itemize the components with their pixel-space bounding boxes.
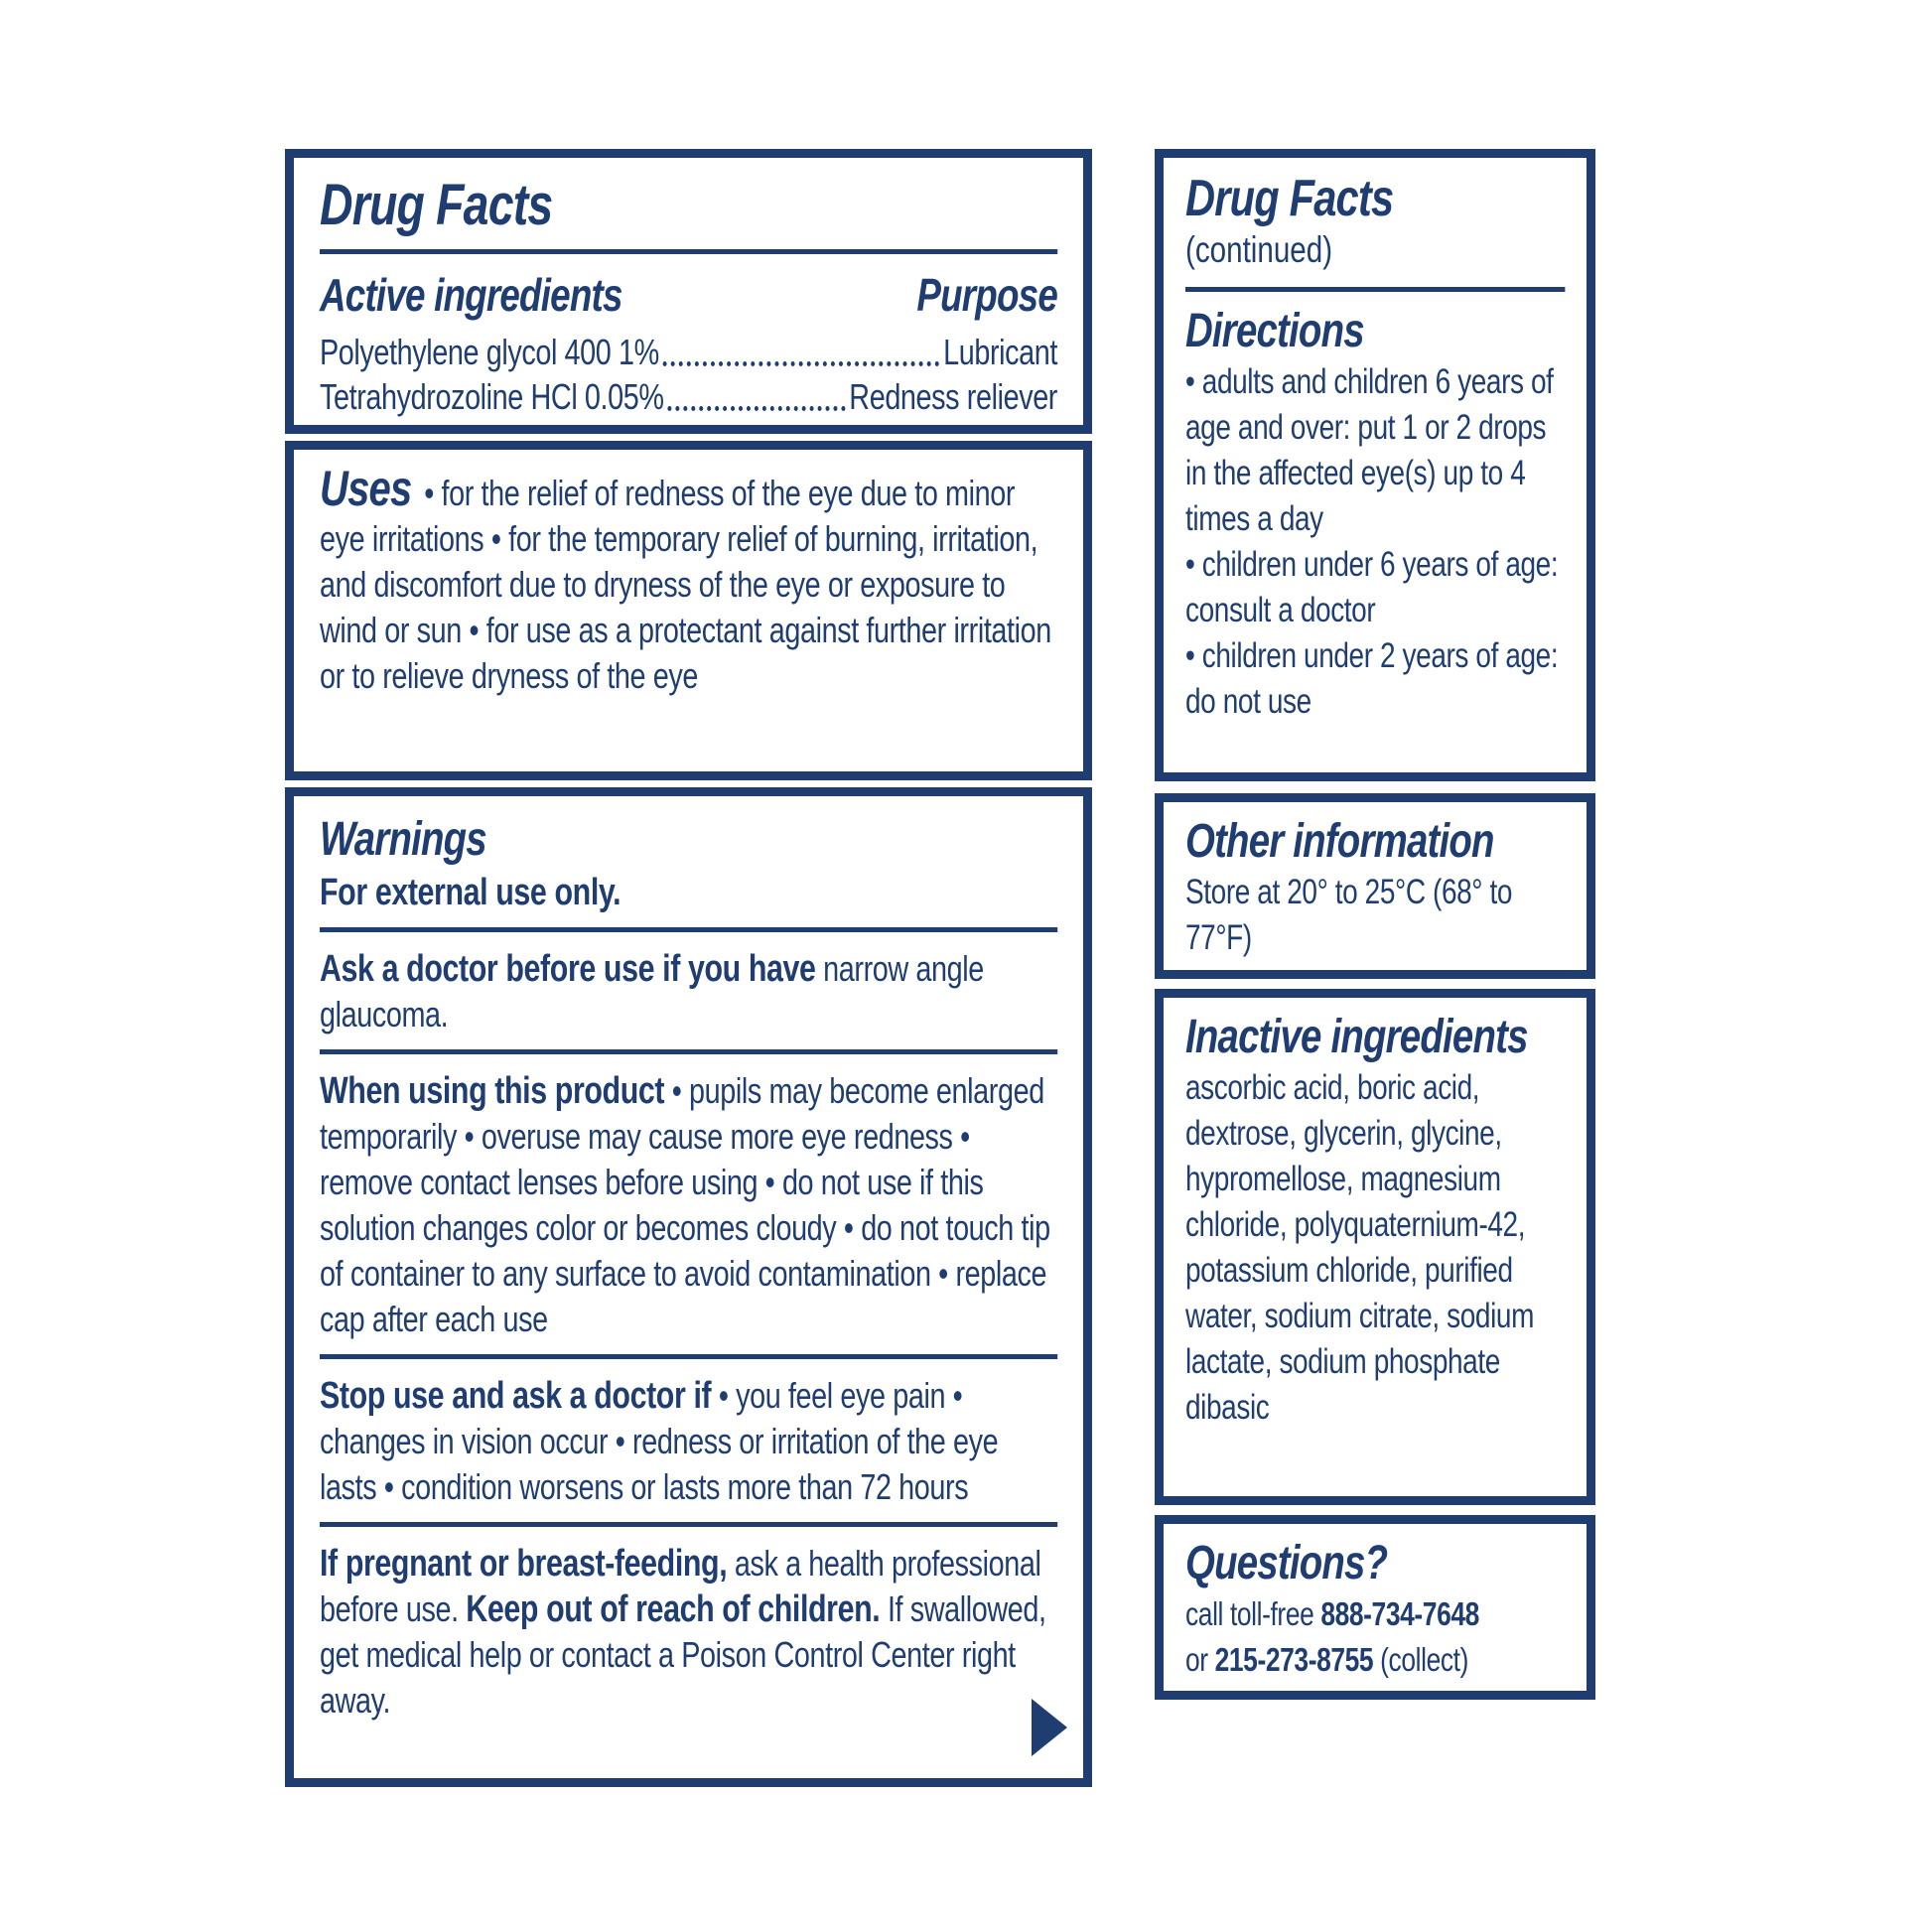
pregnancy-text: ask a health professional before use. bbox=[320, 1543, 1041, 1629]
uses-box bbox=[285, 441, 1092, 780]
inactive-ingredients-box bbox=[1155, 989, 1595, 1505]
inactive-ingredients-list: ascorbic acid, boric acid, dextrose, glycerin, glycine, hypromellose, magnesium chloride, polyquaternium-42, potassium chloride, purified water, sodium citrate, sodium lactate, sodium phosphate dibasic bbox=[1185, 1068, 1534, 1427]
left-panel-header-box bbox=[285, 149, 1092, 434]
ask-doctor-paragraph bbox=[320, 946, 1057, 1037]
leader-dots bbox=[663, 361, 939, 366]
collect-line bbox=[1185, 1637, 1565, 1683]
warnings-box bbox=[285, 787, 1092, 1787]
active-ingredients-header-row bbox=[320, 268, 1057, 322]
ask-doctor-text: narrow angle glaucoma. bbox=[320, 948, 984, 1035]
warnings-divider bbox=[320, 1522, 1057, 1527]
directions-heading: Directions bbox=[1185, 305, 1364, 357]
questions-heading: Questions? bbox=[1185, 1537, 1388, 1589]
swallowed-text: If swallowed, get medical help or contact a Poison Control Center right away. bbox=[320, 1588, 1046, 1721]
keep-out-of-reach-lead: Keep out of reach of children. bbox=[466, 1588, 881, 1630]
ingredient-name: Polyethylene glycol 400 1% bbox=[320, 332, 659, 372]
pregnancy-paragraph bbox=[320, 1541, 1057, 1724]
collect-suffix: (collect) bbox=[1373, 1641, 1468, 1678]
or-prefix: or bbox=[1185, 1641, 1215, 1678]
title-divider bbox=[1185, 287, 1565, 292]
stop-use-text: • you feel eye pain • changes in vision occur • redness or irritation of the eye lasts • condition worsens or lasts more than 72 hours bbox=[320, 1375, 999, 1507]
pregnancy-lead: If pregnant or breast-feeding, bbox=[320, 1543, 728, 1585]
directions-item: • adults and children 6 years of age and over: put 1 or 2 drops in the affected eye(s) up to 4 times a day bbox=[1185, 362, 1554, 538]
stop-use-paragraph bbox=[320, 1373, 1057, 1510]
uses-paragraph bbox=[320, 461, 1057, 699]
right-panel-header-box bbox=[1155, 149, 1595, 781]
tollfree-line bbox=[1185, 1591, 1565, 1637]
ask-doctor-lead: Ask a doctor before use if you have bbox=[320, 948, 816, 990]
drug-facts-title: Drug Facts bbox=[320, 173, 553, 237]
uses-text: • for the relief of redness of the eye due to minor eye irritations • for the temporary relief of burning, irritation, and discomfort due to dryness of the eye or exposure to wind or sun • for use as a protectant against further irritation or to relieve dryness of the eye bbox=[320, 473, 1051, 696]
ingredient-row bbox=[320, 374, 1057, 419]
leader-dots bbox=[668, 406, 846, 411]
title-divider bbox=[320, 249, 1057, 254]
warnings-divider bbox=[320, 1354, 1057, 1359]
drug-facts-continued-title: Drug Facts bbox=[1185, 170, 1394, 227]
call-prefix: call toll-free bbox=[1185, 1595, 1321, 1632]
stop-use-lead: Stop use and ask a doctor if bbox=[320, 1375, 712, 1417]
other-information-box bbox=[1155, 793, 1595, 979]
warnings-divider bbox=[320, 1049, 1057, 1054]
ingredient-row bbox=[320, 330, 1057, 374]
uses-heading: Uses bbox=[320, 461, 412, 516]
ingredient-purpose: Lubricant bbox=[943, 332, 1057, 372]
warnings-divider bbox=[320, 927, 1057, 932]
tollfree-phone-number: 888-734-7648 bbox=[1320, 1595, 1479, 1632]
external-use-statement: For external use only. bbox=[320, 872, 621, 913]
directions-item: • children under 2 years of age: do not use bbox=[1185, 636, 1559, 721]
storage-text: Store at 20° to 25°C (68° to 77°F) bbox=[1185, 873, 1513, 957]
questions-box bbox=[1155, 1515, 1595, 1700]
continued-label: (continued) bbox=[1185, 229, 1333, 270]
directions-item: • children under 6 years of age: consult a doctor bbox=[1185, 545, 1559, 629]
warnings-heading: Warnings bbox=[320, 813, 486, 866]
other-information-heading: Other information bbox=[1185, 815, 1494, 868]
when-using-lead: When using this product bbox=[320, 1070, 665, 1112]
when-using-paragraph bbox=[320, 1068, 1057, 1342]
collect-phone-number: 215-273-8755 bbox=[1214, 1641, 1374, 1678]
purpose-heading: Purpose bbox=[916, 269, 1057, 321]
when-using-text: • pupils may become enlarged temporarily • overuse may cause more eye redness • remove contact lenses before using • do not use if this solution changes color or becomes cloudy • do not touch tip of container to any surface to avoid contamination • replace cap after each use bbox=[320, 1070, 1050, 1339]
ingredient-name: Tetrahydrozoline HCl 0.05% bbox=[320, 376, 664, 417]
inactive-ingredients-heading: Inactive ingredients bbox=[1185, 1011, 1528, 1063]
ingredient-purpose: Redness reliever bbox=[849, 376, 1057, 417]
continue-arrow-icon bbox=[1032, 1699, 1067, 1756]
active-ingredients-heading: Active ingredients bbox=[320, 269, 622, 321]
